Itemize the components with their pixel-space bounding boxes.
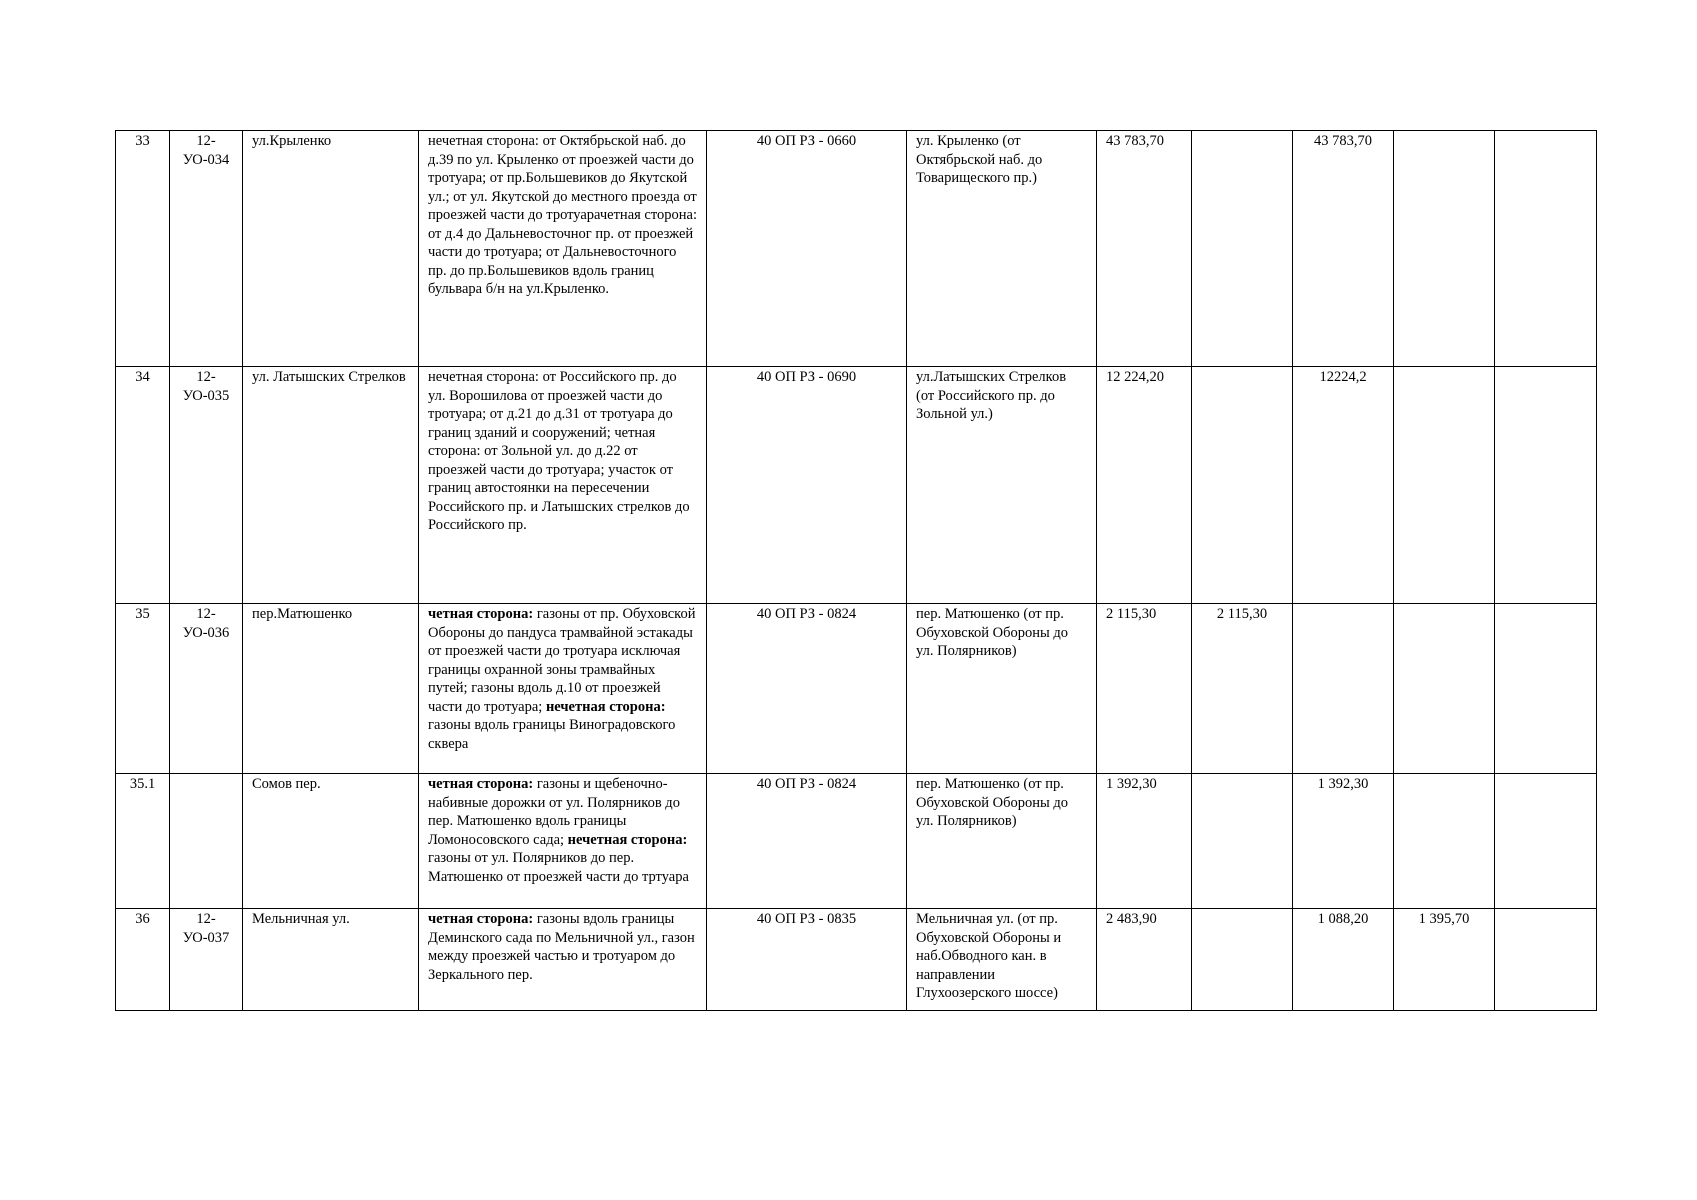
area-description: нечетная сторона: от Российского пр. до ул. Ворошилова от проезжей части до тротуара; от д.21 до д.31 от тротуара до границ зданий и сооружений; четная сторона: от Зольной ул. до д.22 от проезжей части до тротуара; участок от границ автостоянки на пересечении Российского пр. и Латышских стрелков до Российского пр. [419, 367, 707, 604]
area-col-3: 43 783,70 [1293, 131, 1394, 367]
road-name: Мельничная ул. (от пр. Обуховской Обороны и наб.Обводного кан. в направлении Глухоозерского шоссе) [907, 909, 1097, 1011]
area-col-4: 1 395,70 [1394, 909, 1495, 1011]
street-name: Сомов пер. [243, 774, 419, 909]
area-col-4 [1394, 774, 1495, 909]
area-col-4 [1394, 367, 1495, 604]
desc-text: газоны от ул. Полярников до пер. Матюшенко от проезжей части до тртуара [428, 850, 689, 885]
area-col-2: 2 115,30 [1192, 604, 1293, 774]
area-total: 2 115,30 [1097, 604, 1192, 774]
desc-text: газоны вдоль границы Деминского сада по Мельничной ул., газон между проезжей частью и тротуаром до Зеркального пер. [428, 911, 695, 983]
road-id: 40 ОП РЗ - 0824 [707, 604, 907, 774]
table-row [116, 131, 1597, 367]
road-name: ул. Крыленко (от Октябрьской наб. до Товарищеского пр.) [907, 131, 1097, 367]
desc-text: газоны и щебеночно-набивные дорожки от ул. Полярников до пер. Матюшенко вдоль границы Ломоносовского сада; [428, 776, 680, 848]
row-number: 33 [116, 131, 170, 367]
area-col-5 [1495, 909, 1597, 1011]
area-description [419, 774, 707, 909]
road-name: ул.Латышских Стрелков (от Российского пр. до Зольной ул.) [907, 367, 1097, 604]
road-id: 40 ОП РЗ - 0824 [707, 774, 907, 909]
object-code: 12-УО-036 [170, 604, 243, 774]
area-col-4 [1394, 604, 1495, 774]
object-code: 12-УО-035 [170, 367, 243, 604]
road-id: 40 ОП РЗ - 0835 [707, 909, 907, 1011]
area-col-3 [1293, 604, 1394, 774]
table-row [116, 774, 1597, 909]
area-col-5 [1495, 131, 1597, 367]
road-name: пер. Матюшенко (от пр. Обуховской Обороны до ул. Полярников) [907, 774, 1097, 909]
area-description [419, 604, 707, 774]
desc-heading: нечетная сторона: [567, 831, 688, 848]
row-number: 35.1 [116, 774, 170, 909]
area-total: 43 783,70 [1097, 131, 1192, 367]
area-col-3: 1 392,30 [1293, 774, 1394, 909]
territory-table [115, 130, 1597, 1011]
desc-heading: четная сторона: [428, 606, 534, 622]
area-description: нечетная сторона: от Октябрьской наб. до д.39 по ул. Крыленко от проезжей части до тротуара; от пр.Большевиков до Якутской ул.; от ул. Якутской до местного проезда от проезжей части до тротуарачетная сторона: от д.4 до Дальневосточног пр. от проезжей части до тротуара; от Дальневосточного пр. до пр.Большевиков вдоль границ бульвара б/н на ул.Крыленко. [419, 131, 707, 367]
row-number: 34 [116, 367, 170, 604]
object-code [170, 774, 243, 909]
area-col-3: 1 088,20 [1293, 909, 1394, 1011]
road-id: 40 ОП РЗ - 0660 [707, 131, 907, 367]
table-row [116, 909, 1597, 1011]
area-col-5 [1495, 774, 1597, 909]
area-col-2 [1192, 909, 1293, 1011]
area-col-2 [1192, 367, 1293, 604]
object-code: 12-УО-037 [170, 909, 243, 1011]
area-total: 2 483,90 [1097, 909, 1192, 1011]
row-number: 35 [116, 604, 170, 774]
street-name: ул. Латышских Стрелков [243, 367, 419, 604]
desc-heading: четная сторона: [428, 911, 534, 927]
area-col-5 [1495, 367, 1597, 604]
desc-heading: четная сторона: [428, 776, 534, 792]
object-code: 12-УО-034 [170, 131, 243, 367]
desc-heading: нечетная сторона: [545, 698, 666, 715]
area-col-2 [1192, 131, 1293, 367]
road-id: 40 ОП РЗ - 0690 [707, 367, 907, 604]
area-col-5 [1495, 604, 1597, 774]
street-name: пер.Матюшенко [243, 604, 419, 774]
area-col-3: 12224,2 [1293, 367, 1394, 604]
area-total: 12 224,20 [1097, 367, 1192, 604]
table-row [116, 367, 1597, 604]
area-col-2 [1192, 774, 1293, 909]
desc-text: газоны от пр. Обуховской Обороны до пандуса трамвайной эстакады от проезжей части до тротуара исключая границы охранной зоны трамвайных путей; газоны вдоль д.10 от проезжей части до тротуара; [428, 606, 696, 715]
area-total: 1 392,30 [1097, 774, 1192, 909]
area-description [419, 909, 707, 1011]
row-number: 36 [116, 909, 170, 1011]
table-row [116, 604, 1597, 774]
road-name: пер. Матюшенко (от пр. Обуховской Обороны до ул. Полярников) [907, 604, 1097, 774]
street-name: Мельничная ул. [243, 909, 419, 1011]
street-name: ул.Крыленко [243, 131, 419, 367]
area-col-4 [1394, 131, 1495, 367]
desc-text: газоны вдоль границы Виноградовского сквера [428, 717, 676, 752]
